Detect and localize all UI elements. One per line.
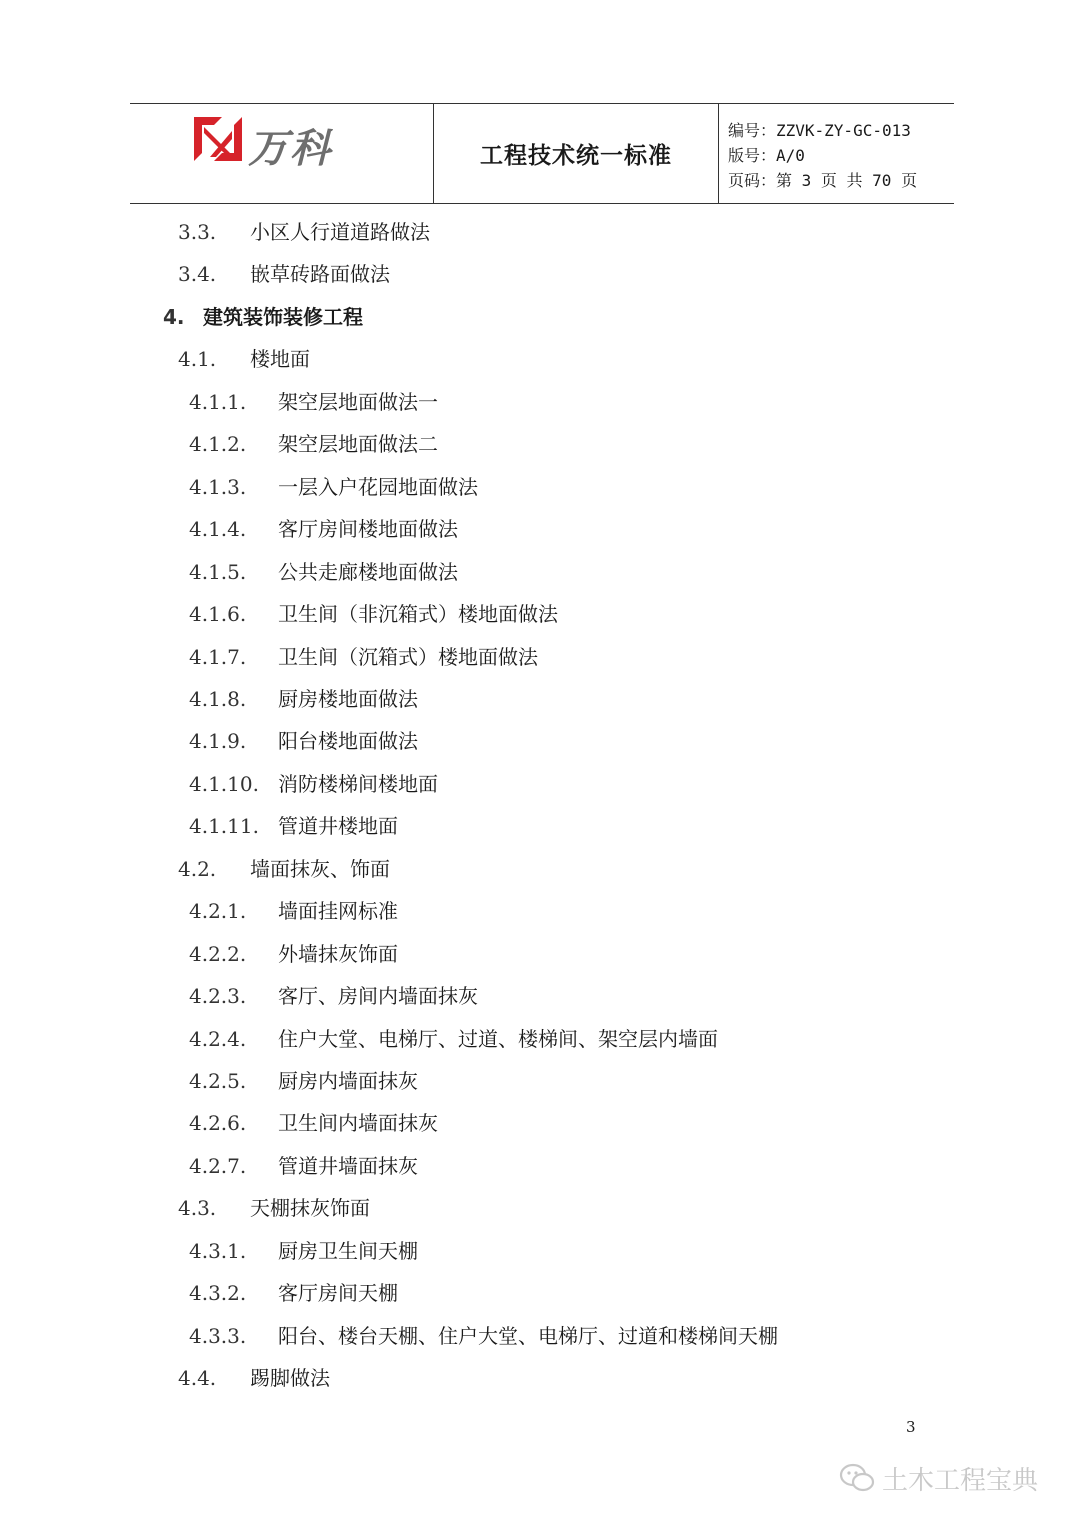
toc-entry-label: 阳台、楼台天棚、住户大堂、电梯厅、过道和楼梯间天棚 [278,1323,778,1348]
doc-version: 版号：A/0 [728,146,805,165]
logo-text: 万科 [248,126,332,172]
toc-entry-label: 厨房内墙面抹灰 [278,1069,418,1093]
document-header [130,103,954,204]
toc-entry-label: 架空层地面做法二 [278,432,438,457]
toc-entry-number: 4.1.4. [189,517,247,542]
toc-entry-number: 4.1.2. [189,432,247,457]
toc-entry-label: 楼地面 [250,347,310,372]
toc-entry-label: 公共走廊楼地面做法 [278,559,458,584]
toc-entry-label: 天棚抹灰饰面 [250,1196,370,1221]
toc-entry-label: 卫生间（非沉箱式）楼地面做法 [278,602,558,627]
toc-entry-label: 卫生间内墙面抹灰 [278,1111,438,1136]
toc-entry-number: 4.3.3. [189,1323,247,1348]
toc-entry-number: 4.1.5. [189,559,247,584]
toc-entry-number: 4.2.2. [189,941,247,966]
toc-entry-label: 阳台楼地面做法 [278,729,418,754]
toc-entry-number: 4.1. [178,347,217,372]
toc-entry-number: 4.1.10. [189,771,259,796]
document-title: 工程技术统一标准 [434,104,719,203]
toc-entry-label: 架空层地面做法一 [278,389,438,414]
toc-entry-label: 卫生间（沉箱式）楼地面做法 [278,644,538,669]
toc-entry-label: 厨房楼地面做法 [278,686,418,711]
toc-entry-label: 小区人行道道路做法 [250,220,430,244]
toc-entry-label: 墙面抹灰、饰面 [250,856,390,881]
toc-entry-label: 管道井墙面抹灰 [278,1153,418,1178]
toc-entry-label: 一层入户花园地面做法 [278,474,478,499]
toc-entry-label: 外墙抹灰饰面 [278,941,398,966]
doc-number: 编号：ZZVK-ZY-GC-013 [728,121,911,140]
toc-entry-label: 住户大堂、电梯厅、过道、楼梯间、架空层内墙面 [278,1026,718,1051]
toc-entry-number: 4.2.6. [189,1111,247,1136]
toc-entry-label: 厨房卫生间天棚 [278,1238,418,1263]
toc-entry-number: 4.1.1. [189,389,247,414]
wechat-icon [838,1462,876,1494]
toc-entry-number: 4.1.6. [189,602,247,627]
toc-entry-number: 4.1.3. [189,474,247,499]
document-meta [728,118,954,193]
toc-entry-number: 4.2.7. [189,1153,247,1178]
toc-entry-label: 管道井楼地面 [278,814,398,839]
toc-entry-number: 4.2.1. [189,899,247,924]
watermark-text: 土木工程宝典 [882,1465,1039,1496]
toc-entry-number: 4.2.5. [189,1069,247,1093]
toc-entry-label: 客厅房间天棚 [278,1281,398,1306]
toc-entry-label: 客厅、房间内墙面抹灰 [278,984,478,1009]
vanke-logo-icon [192,113,244,165]
toc-entry-number: 4.4. [178,1366,217,1391]
toc-entry-number: 4.1.9. [189,729,247,754]
toc-entry-number: 4. [163,304,185,329]
toc-entry-label: 踢脚做法 [250,1366,330,1391]
toc-entry-label: 墙面挂网标准 [278,899,398,924]
page-number: 3 [906,1418,916,1436]
toc-entry-label: 建筑装饰装修工程 [203,304,363,329]
toc-entry-label: 消防楼梯间楼地面 [278,771,438,796]
toc-entry-number: 4.1.11. [189,814,259,839]
doc-page-info: 页码：第 3 页 共 70 页 [728,171,918,190]
toc-entry-label: 嵌草砖路面做法 [250,262,390,287]
toc-entry-number: 3.4. [178,262,217,287]
toc-entry-number: 4.3.2. [189,1281,247,1306]
watermark [838,1458,1038,1498]
toc-entry-number: 4.2. [178,856,217,881]
toc-entry-label: 客厅房间楼地面做法 [278,517,458,542]
toc-entry-number: 4.3. [178,1196,217,1221]
toc-entry-number: 4.2.3. [189,984,247,1009]
logo-cell [130,104,434,203]
toc-entry-number: 4.1.8. [189,686,247,711]
toc-entry-number: 3.3. [178,220,217,244]
toc-entry-number: 4.2.4. [189,1026,247,1051]
toc-entry-number: 4.3.1. [189,1238,247,1263]
toc-entry-number: 4.1.7. [189,644,247,669]
